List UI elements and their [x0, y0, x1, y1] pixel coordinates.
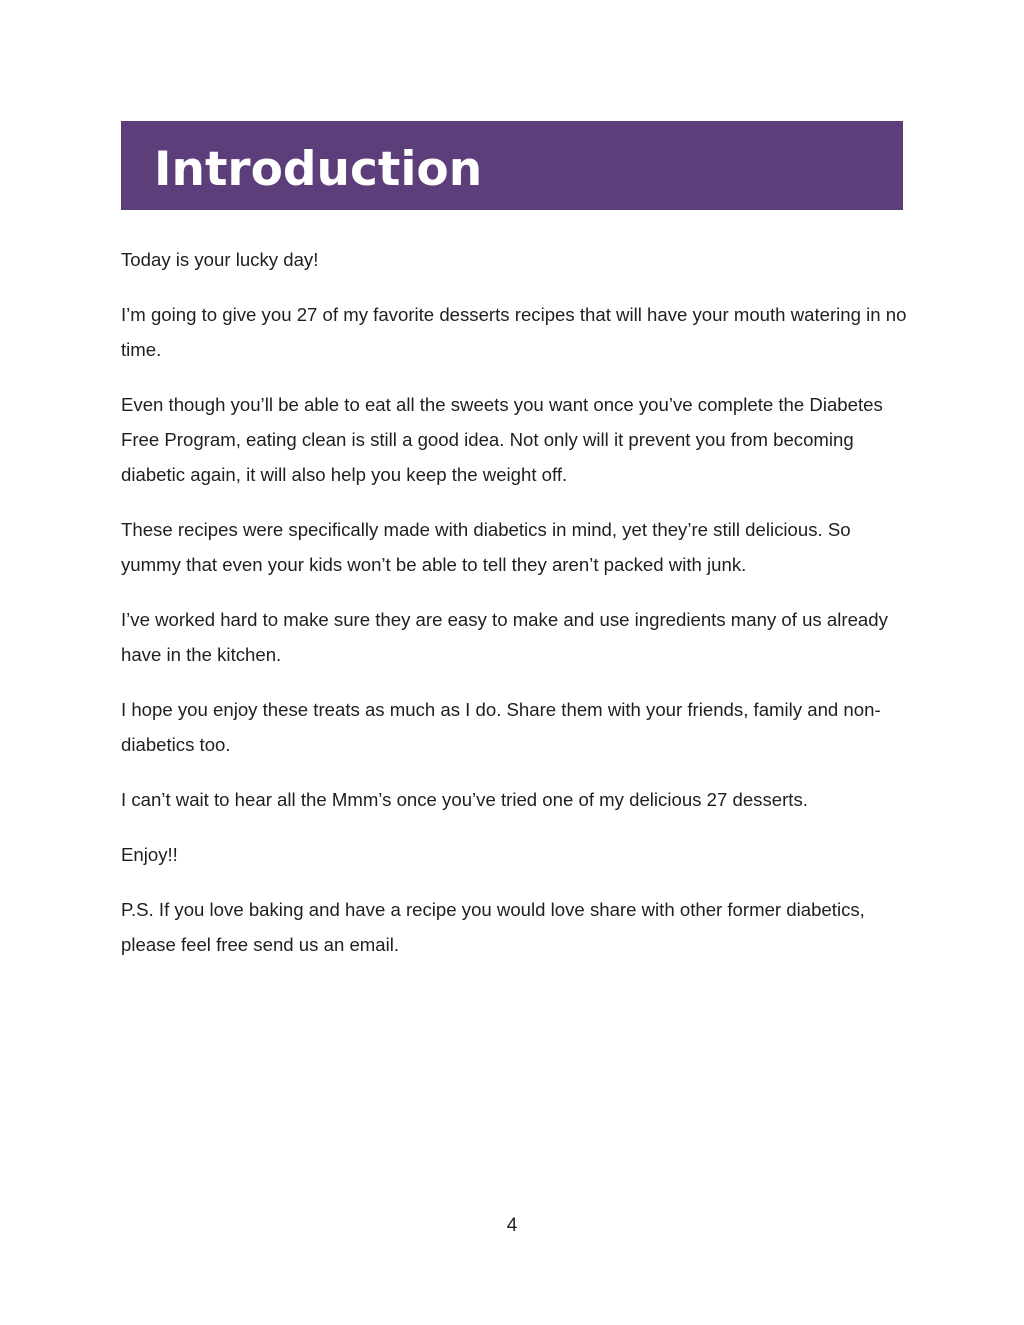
paragraph-easy-to-make: I’ve worked hard to make sure they are easy to make and use ingredients many of us already have in the kitchen.	[121, 609, 888, 665]
paragraph-enjoy-treats: I hope you enjoy these treats as much as I do. Share them with your friends, family and non-diabetics too.	[121, 699, 881, 755]
page-number: 4	[506, 1215, 518, 1236]
paragraph-lucky-day: Today is your lucky day!	[121, 249, 319, 270]
paragraph-eating-clean: Even though you’ll be able to eat all the sweets you want once you’ve complete the Diabetes Free Program, eating clean is still a good idea. Not only will it prevent you from becoming diabetic again, it will also help you keep the weight off.	[121, 394, 883, 485]
paragraph-27-recipes: I’m going to give you 27 of my favorite desserts recipes that will have your mouth watering in no time.	[121, 304, 907, 360]
paragraph-ps: P.S. If you love baking and have a recipe you would love share with other former diabetics, please feel free send us an email.	[121, 899, 865, 955]
body-text	[121, 242, 911, 982]
page-title: Introduction	[154, 142, 483, 197]
paragraph-mmms: I can’t wait to hear all the Mmm’s once you’ve tried one of my delicious 27 desserts.	[121, 789, 808, 810]
heading-banner	[121, 121, 903, 210]
paragraph-diabetics-in-mind: These recipes were specifically made with diabetics in mind, yet they’re still delicious. So yummy that even your kids won’t be able to tell they aren’t packed with junk.	[121, 519, 851, 575]
paragraph-enjoy: Enjoy!!	[121, 844, 178, 865]
